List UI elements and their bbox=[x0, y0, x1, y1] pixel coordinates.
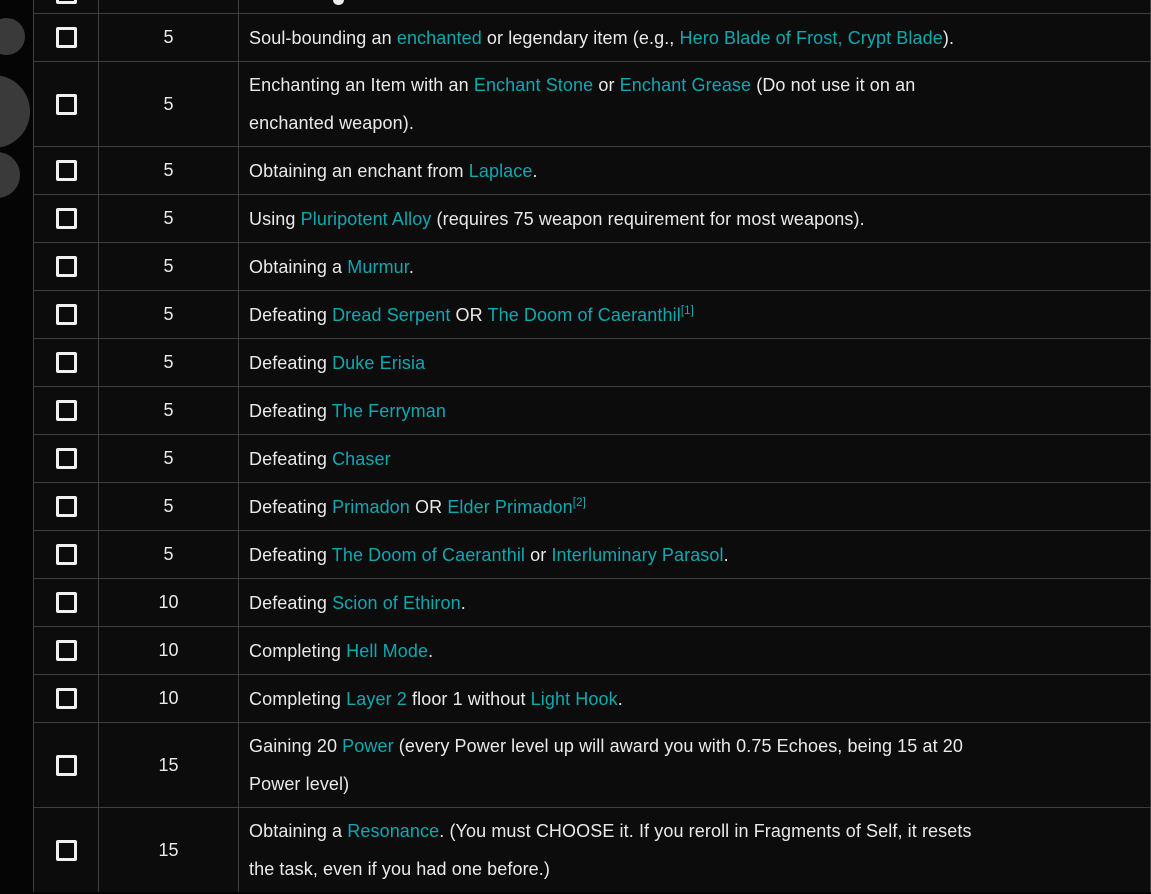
task-text: Enchanting an Item with an bbox=[249, 75, 474, 95]
wiki-link[interactable]: Power bbox=[342, 736, 394, 756]
task-points: 15 bbox=[99, 808, 239, 893]
task-description bbox=[239, 723, 1151, 808]
wiki-link[interactable]: Duke Erisia bbox=[332, 352, 426, 373]
task-points: 10 bbox=[99, 627, 239, 675]
task-checkbox[interactable] bbox=[56, 496, 77, 517]
task-points: 10 bbox=[99, 675, 239, 723]
task-description bbox=[239, 483, 1151, 531]
checkbox-cell bbox=[34, 675, 99, 723]
reference-superscript bbox=[573, 497, 586, 509]
checkbox-cell bbox=[34, 723, 99, 808]
task-text: enchanted weapon). bbox=[249, 113, 414, 133]
wiki-link[interactable]: Elder Primadon bbox=[447, 496, 573, 517]
edge-button-icon[interactable] bbox=[0, 152, 20, 198]
wiki-link[interactable]: Pluripotent Alloy bbox=[300, 208, 432, 229]
task-description bbox=[239, 14, 1151, 62]
checkbox-cell bbox=[34, 627, 99, 675]
task-checkbox[interactable] bbox=[56, 592, 77, 613]
task-text: Soul-bounding an bbox=[249, 27, 397, 48]
table-row bbox=[34, 147, 1151, 195]
table-row bbox=[34, 627, 1151, 675]
task-text: Obtaining an enchant from bbox=[249, 160, 469, 181]
task-text: . bbox=[617, 688, 623, 709]
task-points: 5 bbox=[99, 339, 239, 387]
task-text: Defeating bbox=[249, 352, 333, 373]
checkbox-cell bbox=[34, 579, 99, 627]
task-text: Defeating bbox=[249, 400, 332, 421]
checkbox-cell bbox=[34, 62, 99, 147]
clipped-text-fragment bbox=[333, 0, 344, 5]
wiki-link[interactable]: Hell Mode bbox=[346, 640, 429, 661]
task-points: 5 bbox=[99, 387, 239, 435]
task-description bbox=[239, 435, 1151, 483]
task-description bbox=[239, 62, 1151, 147]
wiki-link[interactable]: Dread Serpent bbox=[332, 304, 451, 325]
table-row bbox=[34, 14, 1151, 62]
task-points: 5 bbox=[99, 435, 239, 483]
task-text: or bbox=[593, 75, 620, 95]
task-points: 5 bbox=[99, 147, 239, 195]
task-points: 5 bbox=[99, 291, 239, 339]
checkbox-cell bbox=[34, 243, 99, 291]
task-description bbox=[239, 243, 1151, 291]
reference-link[interactable]: [2] bbox=[572, 496, 586, 509]
task-text: ). bbox=[942, 27, 955, 48]
wiki-link[interactable]: enchanted bbox=[396, 27, 482, 48]
wiki-link[interactable]: , bbox=[837, 27, 848, 48]
table-row bbox=[34, 243, 1151, 291]
task-text: Completing bbox=[249, 640, 347, 661]
table-row bbox=[34, 531, 1151, 579]
task-points: 5 bbox=[99, 483, 239, 531]
points-cell bbox=[99, 0, 239, 14]
task-text: Defeating bbox=[249, 496, 333, 517]
task-text: . bbox=[723, 544, 729, 565]
task-description bbox=[239, 387, 1151, 435]
edge-button-icon[interactable] bbox=[0, 18, 25, 55]
task-checkbox[interactable] bbox=[56, 0, 77, 4]
wiki-link[interactable]: Scion of Ethiron bbox=[332, 592, 461, 613]
wiki-link[interactable]: Resonance bbox=[347, 821, 440, 841]
checkbox-cell bbox=[34, 195, 99, 243]
table-row bbox=[34, 435, 1151, 483]
task-checkbox[interactable] bbox=[56, 755, 77, 776]
task-description bbox=[239, 291, 1151, 339]
wiki-link[interactable]: Primadon bbox=[332, 496, 410, 517]
task-text: Obtaining a bbox=[249, 256, 348, 277]
task-checkbox[interactable] bbox=[56, 840, 77, 861]
task-checkbox[interactable] bbox=[56, 94, 77, 115]
task-points: 5 bbox=[99, 195, 239, 243]
table-row bbox=[34, 483, 1151, 531]
edge-button-icon[interactable] bbox=[0, 75, 30, 148]
checkbox-cell bbox=[34, 483, 99, 531]
task-text: (every Power level up will award you with 0.75 Echoes, being 15 at 20 bbox=[393, 736, 964, 756]
checkbox-cell bbox=[34, 808, 99, 893]
wiki-link[interactable]: Crypt Blade bbox=[847, 27, 943, 48]
checkbox-cell bbox=[34, 291, 99, 339]
checkbox-cell bbox=[34, 531, 99, 579]
task-text: . bbox=[460, 592, 466, 613]
task-checkbox[interactable] bbox=[56, 160, 77, 181]
task-points: 10 bbox=[99, 579, 239, 627]
checkbox-cell bbox=[34, 339, 99, 387]
task-text: . bbox=[408, 256, 414, 277]
task-points: 5 bbox=[99, 531, 239, 579]
task-description bbox=[239, 195, 1151, 243]
task-text: Defeating bbox=[249, 592, 333, 613]
checkbox-cell bbox=[34, 0, 99, 14]
task-checkbox[interactable] bbox=[56, 256, 77, 277]
task-points: 15 bbox=[99, 723, 239, 808]
task-text: Power level) bbox=[249, 774, 350, 794]
task-text: Obtaining a bbox=[249, 821, 348, 841]
task-text: OR bbox=[409, 496, 448, 517]
task-checkbox[interactable] bbox=[56, 400, 77, 421]
task-text: . bbox=[532, 160, 538, 181]
task-checkbox[interactable] bbox=[56, 352, 77, 373]
task-checkbox[interactable] bbox=[56, 304, 77, 325]
table-row-clipped bbox=[34, 0, 1151, 14]
checkbox-cell bbox=[34, 14, 99, 62]
task-text: . bbox=[428, 640, 434, 661]
checkbox-cell bbox=[34, 435, 99, 483]
task-description bbox=[239, 147, 1151, 195]
task-text: the task, even if you had one before.) bbox=[249, 859, 550, 879]
task-description bbox=[239, 627, 1151, 675]
task-text: or legendary item (e.g., bbox=[481, 27, 680, 48]
wiki-link[interactable]: Chaser bbox=[332, 448, 391, 469]
task-text: Using bbox=[249, 208, 301, 229]
wiki-link[interactable]: Hero Blade of Frost bbox=[679, 27, 838, 48]
task-text: Defeating bbox=[249, 448, 333, 469]
wiki-link[interactable]: Light Hook bbox=[530, 688, 618, 709]
wiki-link[interactable]: The Ferryman bbox=[331, 400, 446, 421]
task-description bbox=[239, 675, 1151, 723]
task-checkbox[interactable] bbox=[56, 544, 77, 565]
table-row bbox=[34, 62, 1151, 147]
task-description bbox=[239, 339, 1151, 387]
table-row bbox=[34, 579, 1151, 627]
task-description bbox=[239, 0, 1151, 14]
task-description bbox=[239, 531, 1151, 579]
task-checkbox[interactable] bbox=[56, 27, 77, 48]
task-description bbox=[239, 579, 1151, 627]
table-row bbox=[34, 675, 1151, 723]
wiki-link[interactable]: Interluminary Parasol bbox=[551, 544, 724, 565]
task-checkbox[interactable] bbox=[56, 688, 77, 709]
task-table-container bbox=[33, 0, 1151, 892]
table-row bbox=[34, 387, 1151, 435]
wiki-link[interactable]: The Doom of Caeranthil bbox=[331, 544, 526, 565]
task-text: (Do not use it on an bbox=[751, 75, 916, 95]
wiki-link[interactable]: Layer 2 bbox=[346, 688, 407, 709]
task-text: Gaining 20 bbox=[249, 736, 343, 756]
task-description bbox=[239, 808, 1151, 893]
task-text: floor 1 without bbox=[406, 688, 531, 709]
task-text: Defeating bbox=[249, 544, 332, 565]
task-points: 5 bbox=[99, 14, 239, 62]
wiki-link[interactable]: Murmur bbox=[347, 256, 409, 277]
reference-superscript bbox=[681, 305, 694, 317]
table-row bbox=[34, 339, 1151, 387]
checkbox-cell bbox=[34, 147, 99, 195]
task-text: . (You must CHOOSE it. If you reroll in Fragments of Self, it resets bbox=[439, 821, 972, 841]
table-row bbox=[34, 291, 1151, 339]
echoes-task-table bbox=[33, 0, 1151, 892]
reference-link[interactable]: [1] bbox=[680, 304, 694, 317]
task-points: 5 bbox=[99, 62, 239, 147]
task-text: Defeating bbox=[249, 304, 333, 325]
wiki-link[interactable]: The Doom of Caeranthil bbox=[487, 304, 681, 325]
task-text: OR bbox=[450, 304, 488, 325]
task-checkbox[interactable] bbox=[56, 208, 77, 229]
wiki-link[interactable]: Enchant Grease bbox=[619, 75, 752, 95]
table-row bbox=[34, 808, 1151, 893]
table-row bbox=[34, 723, 1151, 808]
task-text: (requires 75 weapon requirement for most weapons). bbox=[431, 208, 865, 229]
task-text: Completing bbox=[249, 688, 347, 709]
table-row bbox=[34, 195, 1151, 243]
checkbox-cell bbox=[34, 387, 99, 435]
task-points: 5 bbox=[99, 243, 239, 291]
wiki-link[interactable]: Enchant Stone bbox=[473, 75, 594, 95]
task-checkbox[interactable] bbox=[56, 640, 77, 661]
task-text: or bbox=[525, 544, 552, 565]
wiki-link[interactable]: Laplace bbox=[468, 160, 533, 181]
task-checkbox[interactable] bbox=[56, 448, 77, 469]
